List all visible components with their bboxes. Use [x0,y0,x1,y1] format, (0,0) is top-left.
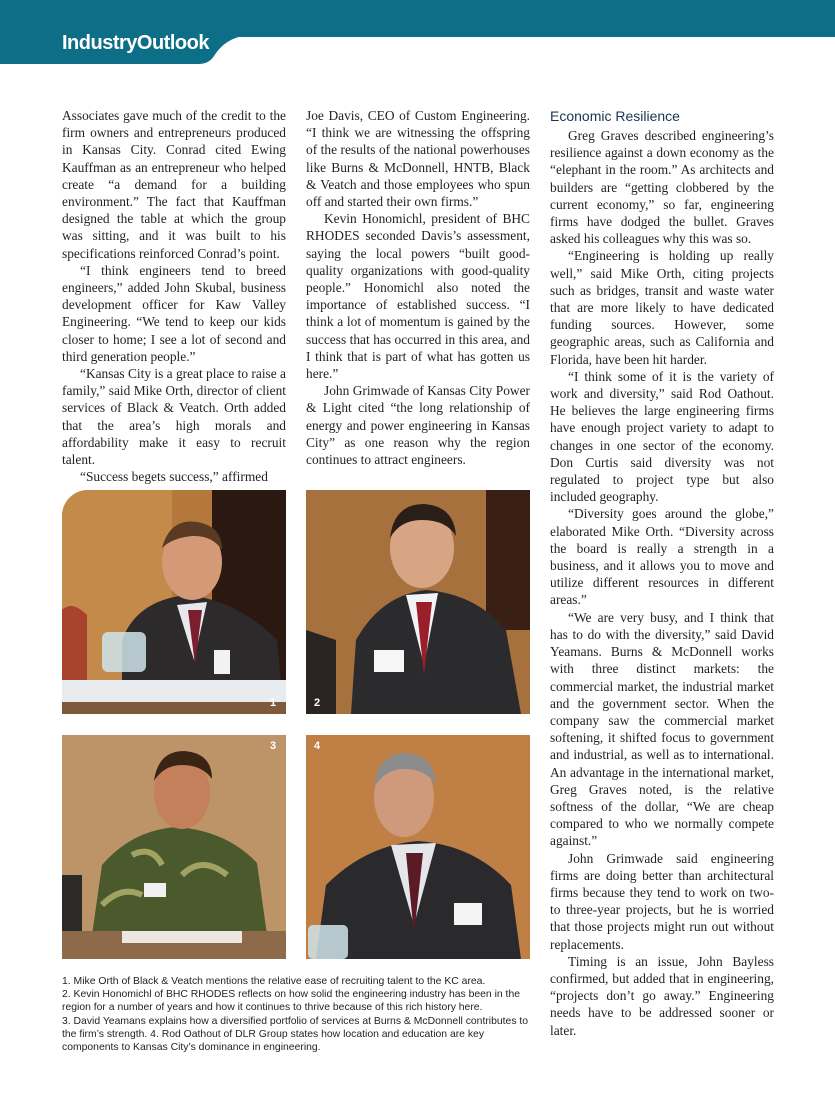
caption-3-4: 3. David Yeamans explains how a diversified portfolio of services at Burns & McDonnell contributes to the firm’s strength. 4. Rod Oathout of DLR Group states how location and education are key components to Kansas City’s dominance in engineering. [62,1015,529,1054]
paragraph: “I think engineers tend to breed engineers,” added John Skubal, business development officer for Kaw Valley Engineering. “We tend to keep our kids closer to home; I see a lot of second and third generation people.” [62,262,286,364]
photo-2-illustration [306,490,530,714]
caption-2: 2. Kevin Honomichl of BHC RHODES reflects on how solid the engineering industry has been in the region for a number of years and how it continues to thrive because of this rich history here. [62,989,521,1014]
text-column-3 [550,107,774,1039]
section-heading: Economic Resilience [550,108,680,124]
paragraph: John Grimwade of Kansas City Power & Light cited “the long relationship of energy and power engineering in Kansas City” as one reason why the region continues to attract engineers. [306,383,530,468]
paragraph: Greg Graves described engineering’s resilience against a down economy as the “elephant in the room.” As architects and builders are “getting clobbered by the current economy,” so far, engineering firms have dodged the bullet. Graves asked his colleagues why this was so. [550,128,774,247]
photo-captions [62,975,534,1054]
paragraph: Timing is an issue, John Bayless confirmed, but added that in engineering, “projects don’t go away.” Engineering needs have to be addressed sooner or later. [550,953,774,1038]
paragraph: Associates gave much of the credit to the firm owners and entrepreneurs produced in Kansas City. Conrad cited Ewing Kauffman as an entrepreneur who helped create “a demand for a building environment.” The fact that Kauffman designed the table at which the group was sitting, and it was built to his specifications reinforced Conrad’s point. [62,108,286,261]
photo-number: 1 [270,697,277,709]
paragraph: “Engineering is holding up really well,” said Mike Orth, citing projects such as bridges, transit and waste water that are more likely to have dedicated funding sources. However, some geographic areas, such as California and Florida, have been hit harder. [550,248,774,367]
photo-4-illustration [306,735,530,959]
caption-1: 1. Mike Orth of Black & Veatch mentions the relative ease of recruiting talent to the KC area. [62,976,486,987]
photo-1 [62,490,286,714]
photo-1-illustration [62,490,286,714]
photo-3 [62,735,286,959]
photo-4 [306,735,530,959]
text-column-1 [62,107,286,485]
photo-number: 2 [314,697,321,709]
paragraph: “We are very busy, and I think that has to do with the diversity,” said David Yeamans. Burns & McDonnell works with three distinct markets: the commercial market, the industrial market and the government sector. When the company saw the commercial market softening, it shifted focus to government and industrial, as well as to international. An advantage in the international market, Greg Graves noted, is the relative softness of the dollar, “We are cheap compared to who we normally compete against.” [550,609,774,849]
text-column-2 [306,107,530,468]
paragraph: “Diversity goes around the globe,” elaborated Mike Orth. “Diversity across the board is really a strength in a business, and it allows you to move and utilize different resources in different areas.” [550,506,774,608]
paragraph: “I think some of it is the variety of work and diversity,” said Rod Oathout. He believes the large engineering firms have enough project variety to adapt to changes in one sector of the economy. Don Curtis said diversity was not regulated to project type but also included geography. [550,368,774,505]
paragraph: “Kansas City is a great place to raise a family,” said Mike Orth, director of client services of Black & Veatch. Orth added that the area’s high morals and affordability make it easy to recruit talent. [62,366,286,468]
photo-number: 4 [314,740,321,752]
photo-number: 3 [270,740,277,752]
photo-2 [306,490,530,714]
paragraph: John Grimwade said engineering firms are doing better than architectural firms because they tend to work on two- to three-year projects, but he is worried that those projects might run out without replacements. [550,850,774,952]
section-title: IndustryOutlook [62,32,209,54]
paragraph: Joe Davis, CEO of Custom Engineering. “I think we are witnessing the offspring of the results of the national powerhouses like Burns & McDonnell, HNTB, Black & Veatch and those employees who spun off and started their own firms.” [306,108,530,210]
paragraph: “Success begets success,” affirmed [80,469,268,485]
photo-3-illustration [62,735,286,959]
paragraph: Kevin Honomichl, president of BHC RHODES seconded Davis’s assessment, saying the local powers “built good-quality organizations with good-quality people.” Honomichl also noted the importance of established success. “I think a lot of momentum is gained by the success that has occurred in this area, and I think that is part of what has gotten us here.” [306,211,530,382]
